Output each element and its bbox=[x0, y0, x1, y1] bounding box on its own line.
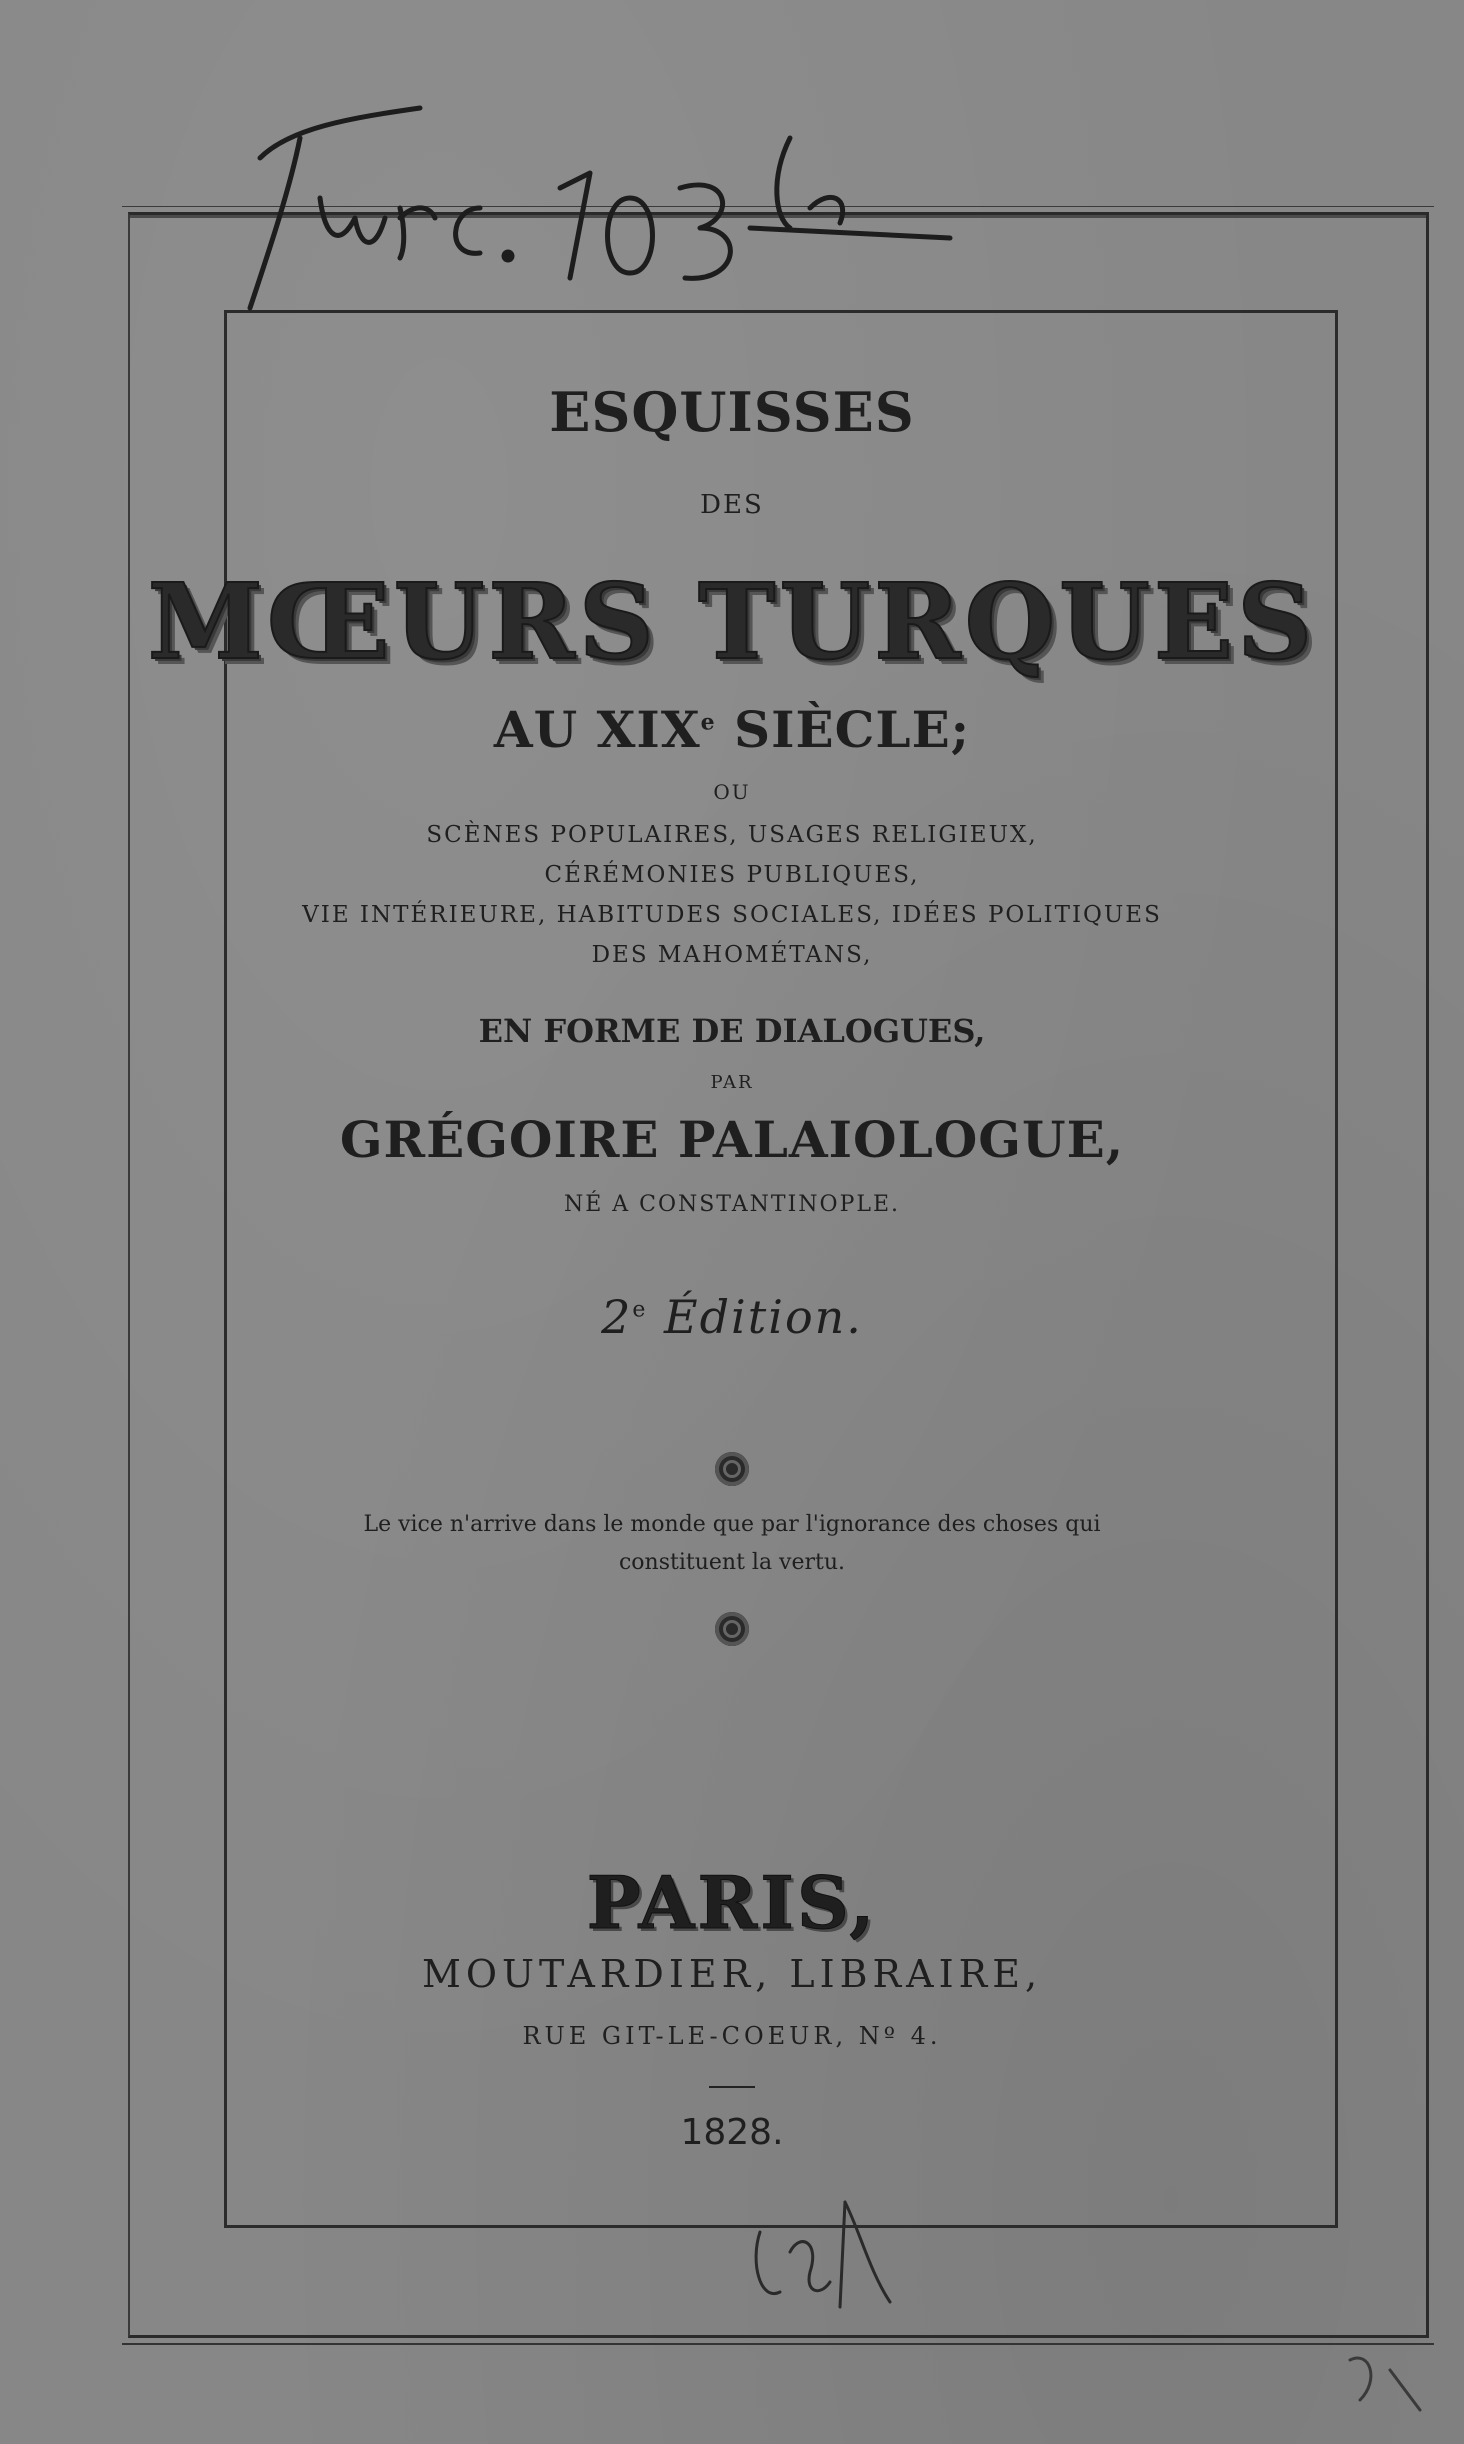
by-label: PAR bbox=[710, 1072, 754, 1093]
epigraph-line-1: Le vice n'arrive dans le monde que par l'ignorance des choses qui bbox=[363, 1512, 1101, 1537]
form-line: EN FORME DE DIALOGUES, bbox=[478, 1012, 986, 1050]
century-superscript: e bbox=[700, 709, 716, 736]
rosette-ornament-icon bbox=[715, 1452, 749, 1486]
page-edge-mark bbox=[1340, 2340, 1450, 2430]
edition-word: Édition. bbox=[647, 1290, 863, 1344]
subtitle-line-3: VIE INTÉRIEURE, HABITUDES SOCIALES, IDÉES POLITIQUES bbox=[302, 902, 1162, 928]
imprint-publisher: MOUTARDIER, LIBRAIRE, bbox=[421, 1952, 1043, 1996]
rosette-ornament-icon bbox=[715, 1612, 749, 1646]
edition-number: 2 bbox=[601, 1290, 633, 1344]
or-separator: OU bbox=[713, 780, 751, 804]
century-main: AU XIX bbox=[493, 700, 701, 759]
title-esquisses: ESQUISSES bbox=[549, 380, 915, 444]
author-name: GRÉGOIRE PALAIOLOGUE, bbox=[339, 1110, 1125, 1169]
title-century bbox=[0, 700, 1464, 759]
subtitle-line-2: CÉRÉMONIES PUBLIQUES, bbox=[544, 862, 920, 888]
edition-superscript: e bbox=[632, 1297, 648, 1323]
author-origin: NÉ A CONSTANTINOPLE. bbox=[563, 1192, 901, 1217]
divider-rule bbox=[709, 2086, 755, 2088]
imprint-year: 1828. bbox=[680, 2112, 784, 2153]
imprint-address: RUE GIT-LE-COEUR, Nº 4. bbox=[522, 2022, 942, 2050]
handwritten-shelfmark bbox=[230, 78, 990, 338]
epigraph-line-2: constituent la vertu. bbox=[618, 1550, 846, 1575]
title-moeurs-turques: MŒURS TURQUES bbox=[147, 560, 1317, 683]
subtitle-line-4: DES MAHOMÉTANS, bbox=[591, 942, 873, 968]
imprint-city: PARIS, bbox=[586, 1860, 878, 1945]
century-end: SIÈCLE; bbox=[715, 700, 971, 759]
subtitle-line-1: SCÈNES POPULAIRES, USAGES RELIGIEUX, bbox=[426, 822, 1038, 848]
title-des: DES bbox=[700, 490, 764, 520]
edition bbox=[0, 1290, 1464, 1344]
handwritten-mark bbox=[750, 2192, 910, 2312]
